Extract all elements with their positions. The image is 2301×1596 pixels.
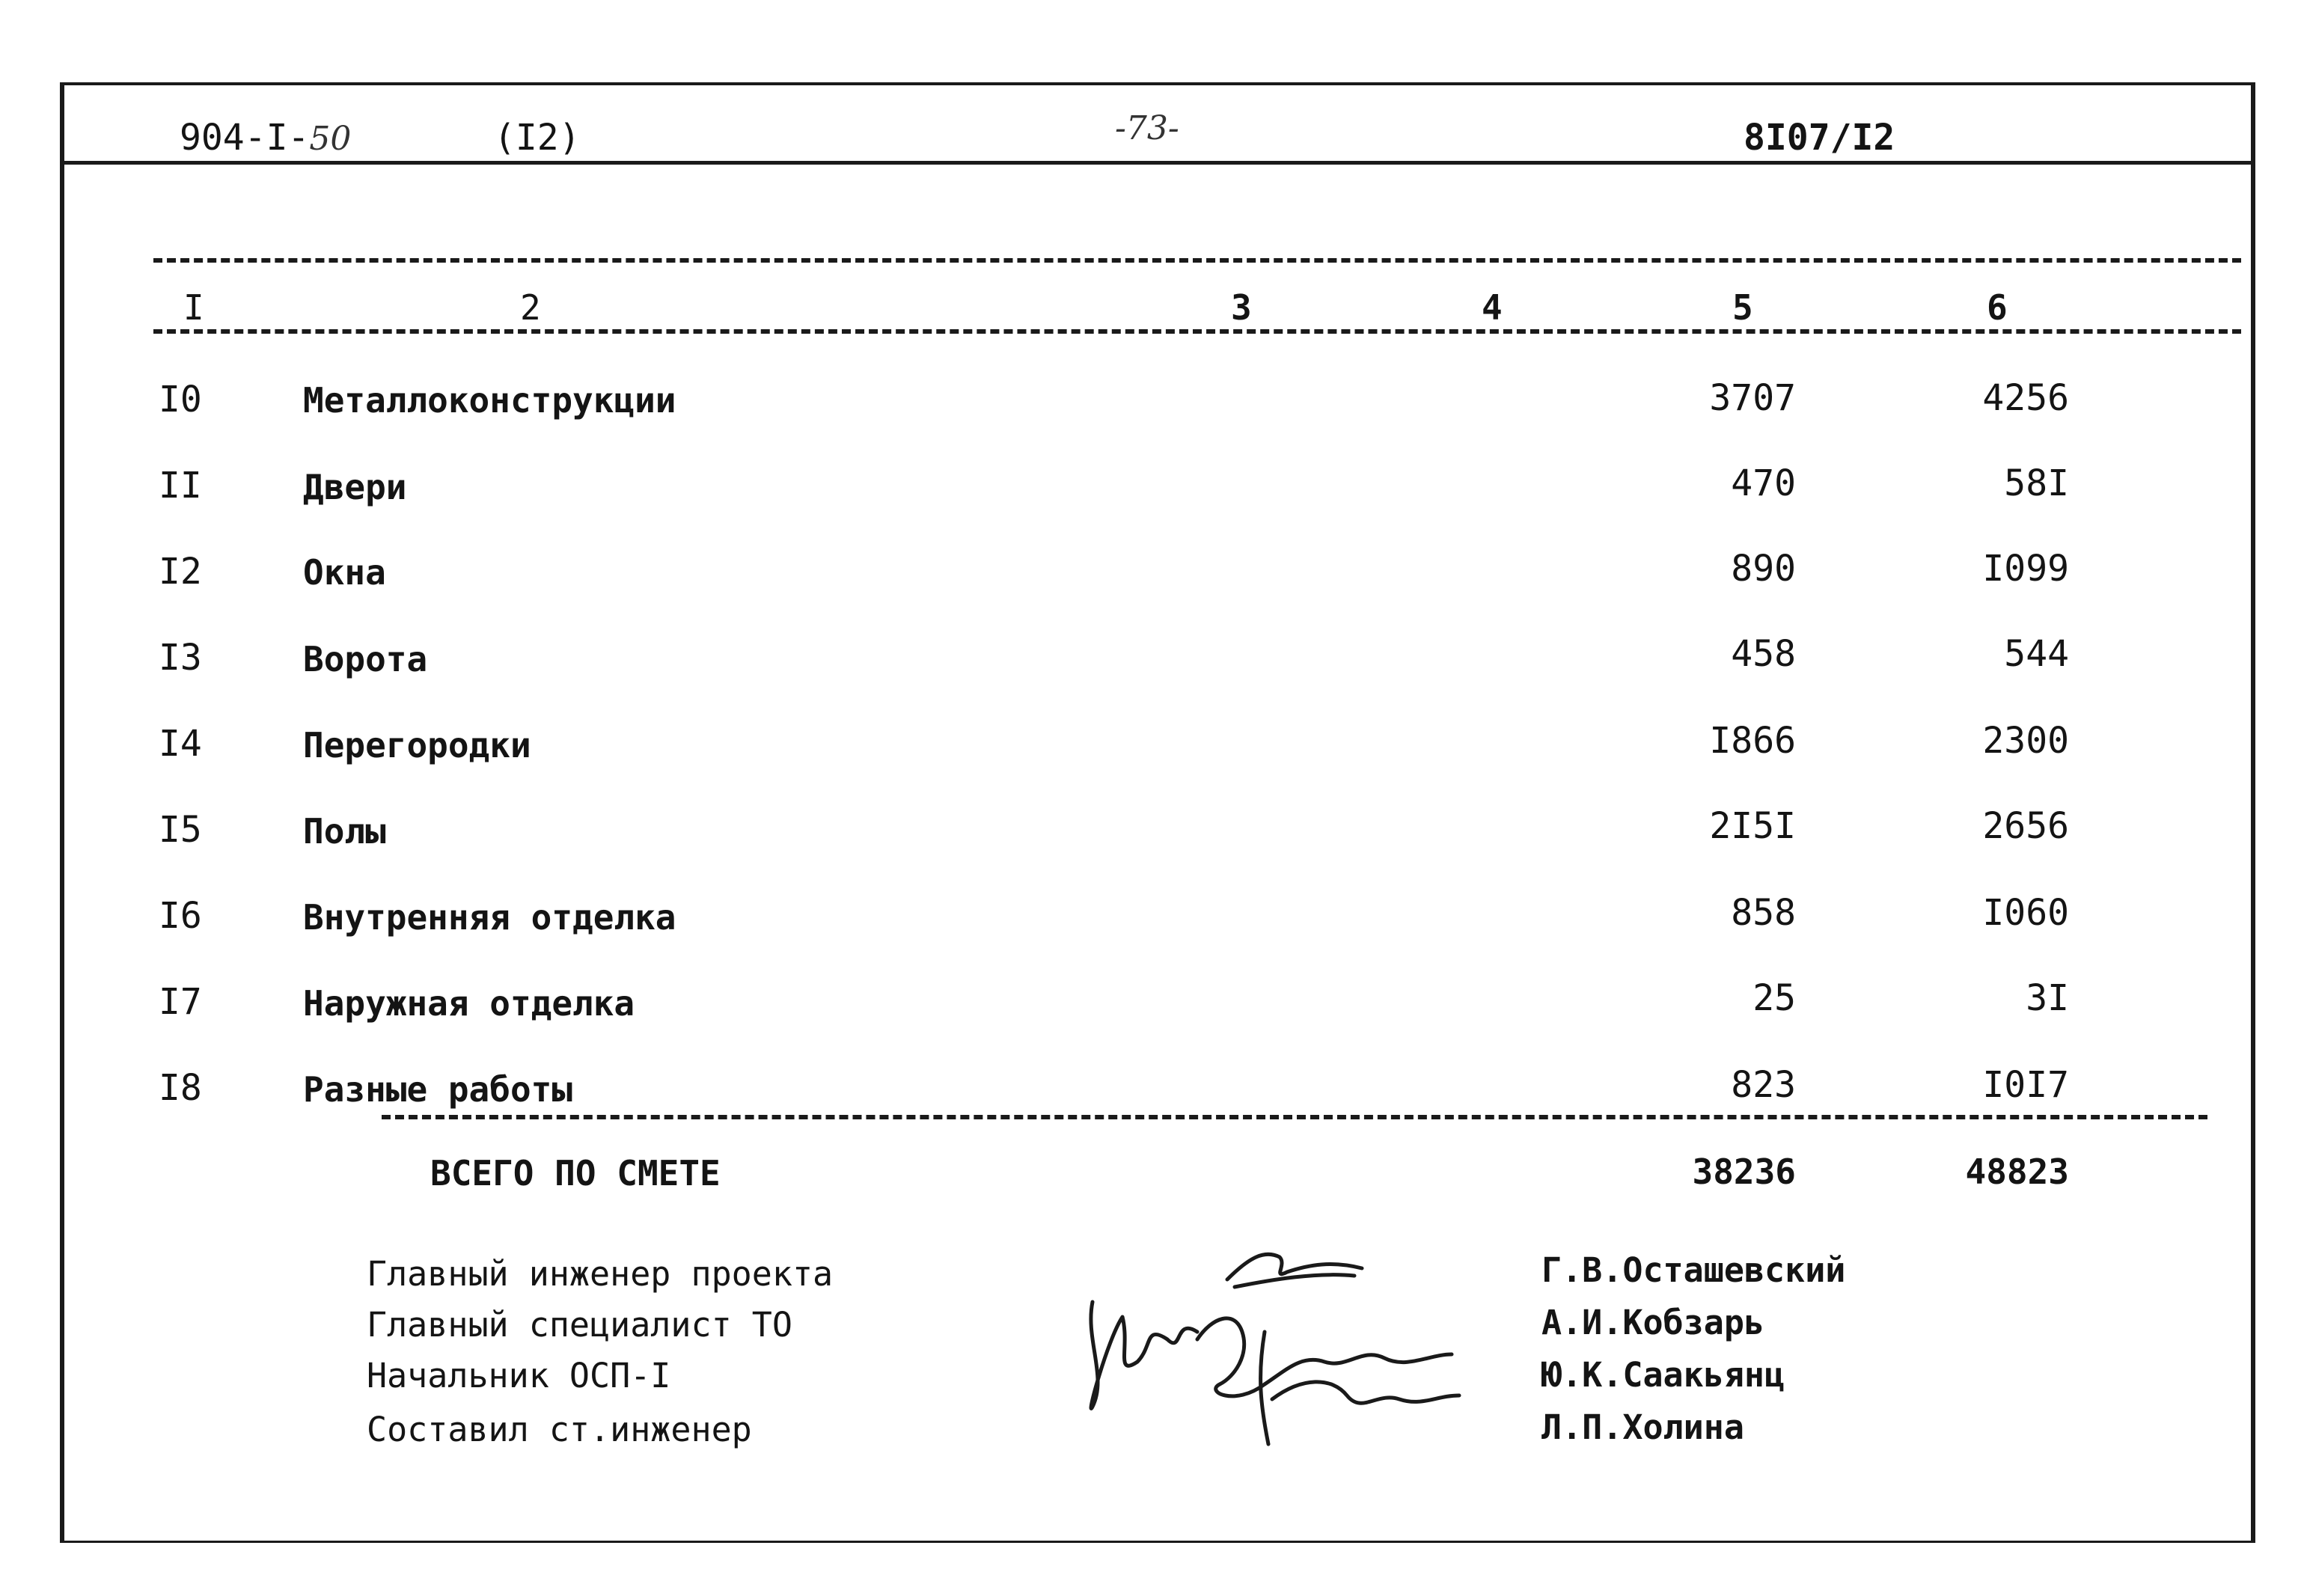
total-col5: 38236	[1692, 1152, 1796, 1192]
signature-title: Начальник ОСП-I	[367, 1356, 671, 1395]
signature-name: Ю.К.Саакьянц	[1541, 1355, 1785, 1395]
col-num-5: 5	[1732, 287, 1753, 328]
row-col5: 3707	[1709, 377, 1796, 419]
row-col6: 2300	[1982, 720, 2069, 762]
row-col5: 858	[1731, 892, 1796, 934]
row-col6: 2656	[1982, 805, 2069, 847]
row-code: I4	[159, 723, 202, 765]
doc-number-printed: 904-I-	[180, 117, 310, 159]
signature-title: Составил ст.инженер	[367, 1410, 752, 1449]
album-code: 8I07/I2	[1744, 117, 1895, 159]
row-col6: 58I	[2004, 462, 2069, 504]
row-code: I2	[159, 551, 202, 593]
handwritten-signatures	[1063, 1227, 1541, 1452]
signature-name: Г.В.Осташевский	[1541, 1250, 1846, 1290]
row-col6: 544	[2004, 633, 2069, 675]
row-name: Перегородки	[303, 725, 531, 765]
row-code: I0	[159, 379, 202, 421]
col-num-6: 6	[1987, 287, 2008, 328]
row-col5: 890	[1731, 548, 1796, 590]
col-num-2: 2	[520, 287, 541, 328]
table-header-rule	[153, 329, 2241, 334]
sheet-code: (I2)	[494, 117, 581, 159]
total-col6: 48823	[1965, 1152, 2069, 1192]
row-name: Металлоконструкции	[303, 380, 676, 421]
row-name: Внутренняя отделка	[303, 897, 676, 938]
row-name: Окна	[303, 552, 386, 593]
row-col5: 2I5I	[1709, 805, 1796, 847]
signature-title: Главный инженер проекта	[367, 1254, 834, 1294]
total-rule	[382, 1115, 2207, 1119]
row-code: I3	[159, 637, 202, 679]
row-col5: 458	[1731, 633, 1796, 675]
row-col5: 823	[1731, 1064, 1796, 1106]
row-name: Наружная отделка	[303, 983, 635, 1024]
header-rule	[60, 161, 2251, 165]
row-col6: I099	[1982, 548, 2069, 590]
table-top-rule	[153, 258, 2241, 263]
col-num-3: 3	[1231, 287, 1252, 328]
row-col6: 3I	[2026, 977, 2069, 1019]
row-code: I7	[159, 981, 202, 1023]
row-code: I5	[159, 809, 202, 851]
doc-number	[180, 117, 352, 159]
row-code: I8	[159, 1067, 202, 1109]
doc-number-handwritten: 50	[309, 120, 352, 158]
row-code: II	[159, 465, 202, 507]
total-label: ВСЕГО ПО СМЕТЕ	[430, 1153, 721, 1193]
row-col5: 470	[1731, 462, 1796, 504]
row-col5: I866	[1709, 720, 1796, 762]
row-col6: I0I7	[1982, 1064, 2069, 1106]
row-name: Ворота	[303, 639, 428, 679]
page-number: -73-	[1115, 109, 1179, 147]
row-code: I6	[159, 895, 202, 937]
col-num-4: 4	[1482, 287, 1503, 328]
row-col6: 4256	[1982, 377, 2069, 419]
row-name: Полы	[303, 811, 386, 851]
row-col5: 25	[1753, 977, 1796, 1019]
row-name: Двери	[303, 467, 407, 507]
signature-name: Л.П.Холина	[1541, 1407, 1744, 1447]
signature-title: Главный специалист ТО	[367, 1305, 792, 1345]
row-name: Разные работы	[303, 1069, 573, 1110]
signature-name: А.И.Кобзарь	[1541, 1303, 1765, 1342]
col-num-1: I	[183, 287, 204, 328]
row-col6: I060	[1982, 892, 2069, 934]
